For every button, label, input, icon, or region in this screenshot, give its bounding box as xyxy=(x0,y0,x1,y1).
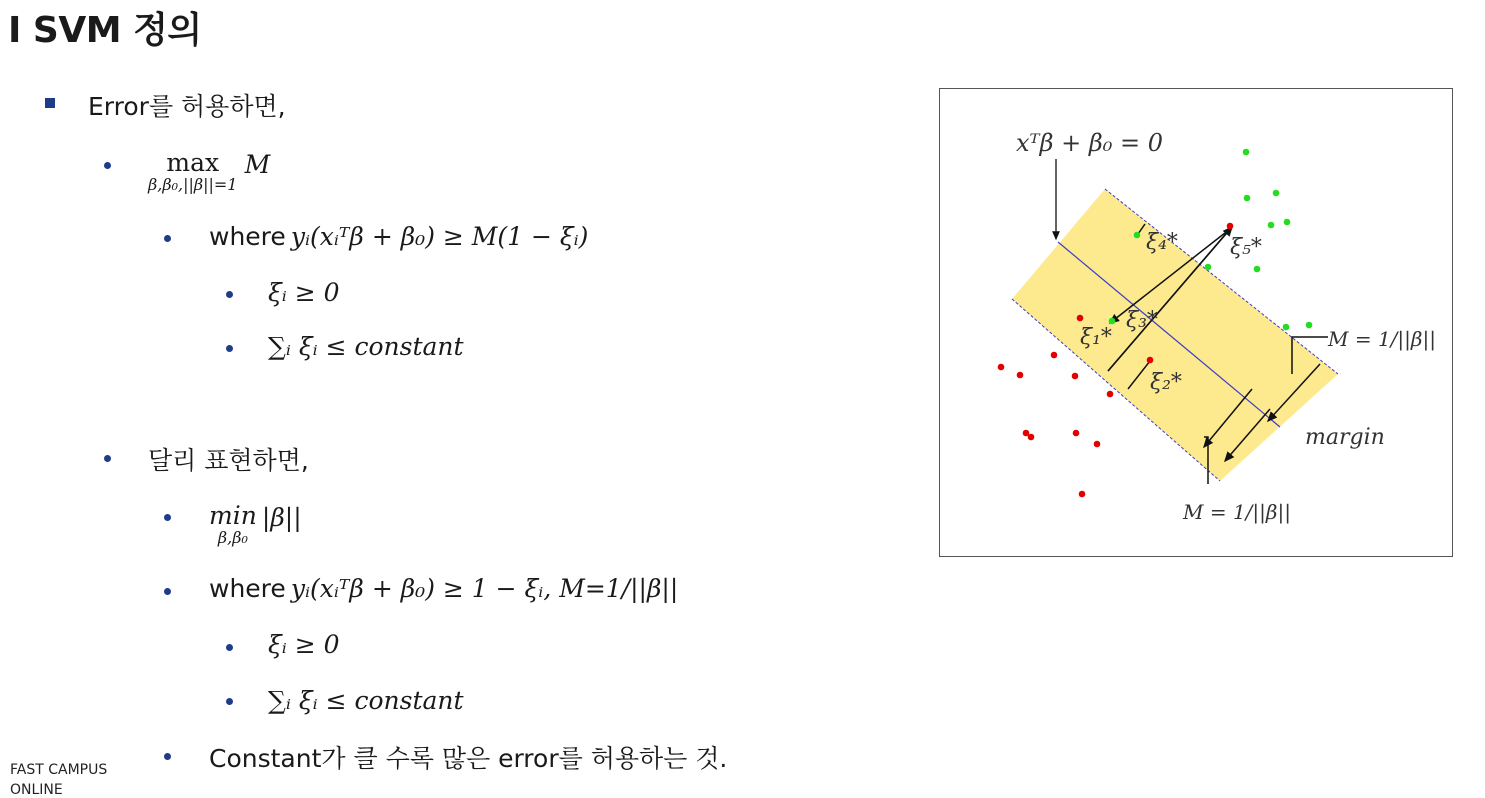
red-point xyxy=(1227,223,1234,230)
red-point xyxy=(1072,373,1079,380)
green-point xyxy=(1284,219,1291,226)
green-point xyxy=(1306,322,1313,329)
max-operator: max xyxy=(166,148,220,177)
red-point xyxy=(1051,352,1058,359)
red-point xyxy=(1073,430,1080,437)
red-point xyxy=(1077,315,1084,322)
green-point xyxy=(1134,232,1141,239)
constant-note: Constant가 클 수록 많은 error를 허용하는 것. xyxy=(209,744,728,773)
svm-margin-figure xyxy=(939,88,1453,557)
footer-line-1: FAST CAMPUS xyxy=(10,762,108,778)
dot-bullet-icon xyxy=(226,644,233,651)
green-point xyxy=(1244,195,1251,202)
square-bullet-icon xyxy=(45,98,55,108)
constraint-expression: yᵢ(xᵢᵀβ + β₀) ≥ M(1 − ξᵢ) xyxy=(290,222,589,251)
green-point xyxy=(1268,222,1275,229)
dot-bullet-icon xyxy=(104,162,111,169)
xi2-label: ξ₂* xyxy=(1150,370,1182,395)
footer-line-2: ONLINE xyxy=(10,782,63,798)
dot-bullet-icon xyxy=(226,345,233,352)
m-label-right: M = 1/||β|| xyxy=(1328,327,1436,351)
where-constraint-2 xyxy=(209,574,678,603)
green-point xyxy=(1109,318,1116,325)
green-point xyxy=(1273,190,1280,197)
dot-bullet-icon xyxy=(226,291,233,298)
min-variable: |β|| xyxy=(261,503,302,532)
xi-nonnegative-1: ξᵢ ≥ 0 xyxy=(268,278,340,307)
dot-bullet-icon xyxy=(226,698,233,705)
dot-bullet-icon xyxy=(164,588,171,595)
dot-bullet-icon xyxy=(164,753,171,760)
constraint-expression: yᵢ(xᵢᵀβ + β₀) ≥ 1 − ξᵢ, M=1/||β|| xyxy=(290,574,679,603)
where-constraint-1 xyxy=(209,222,588,251)
svm-diagram xyxy=(940,89,1454,558)
bullet-alternative-form: 달리 표현하면, xyxy=(148,446,309,475)
red-point xyxy=(1017,372,1024,379)
xi-sum-constant-2: ∑ᵢ ξᵢ ≤ constant xyxy=(268,686,464,715)
m-label-bottom: M = 1/||β|| xyxy=(1183,500,1291,524)
dot-bullet-icon xyxy=(104,455,111,462)
dot-bullet-icon xyxy=(164,235,171,242)
red-point xyxy=(1079,491,1086,498)
max-formula xyxy=(148,150,270,194)
hyperplane-label: xᵀβ + β₀ = 0 xyxy=(1016,129,1163,157)
green-point xyxy=(1283,324,1290,331)
xi1-label: ξ₁* xyxy=(1080,325,1112,350)
red-point xyxy=(1107,391,1114,398)
margin-label: margin xyxy=(1305,425,1385,450)
red-point xyxy=(1094,441,1101,448)
bullet-error-allowed: Error를 허용하면, xyxy=(88,92,286,121)
dot-bullet-icon xyxy=(164,514,171,521)
xi3-label: ξ₃* xyxy=(1126,308,1158,333)
green-point xyxy=(1243,149,1250,156)
xi-sum-constant-1: ∑ᵢ ξᵢ ≤ constant xyxy=(268,332,464,361)
xi-nonnegative-2: ξᵢ ≥ 0 xyxy=(268,630,340,659)
page-title: I SVM 정의 xyxy=(8,10,202,51)
xi5-label: ξ₅* xyxy=(1230,235,1262,260)
where-word: where xyxy=(209,222,286,251)
max-variable: M xyxy=(244,150,271,179)
max-subscript: β,β₀,||β||=1 xyxy=(148,175,238,194)
red-point xyxy=(998,364,1005,371)
green-point xyxy=(1205,264,1212,271)
min-formula xyxy=(209,503,302,547)
min-subscript: β,β₀ xyxy=(217,528,248,547)
min-operator: min xyxy=(209,501,257,530)
red-point xyxy=(1147,357,1154,364)
green-point xyxy=(1254,266,1261,273)
where-word: where xyxy=(209,574,286,603)
red-point xyxy=(1028,434,1035,441)
xi4-label: ξ₄* xyxy=(1146,230,1178,255)
